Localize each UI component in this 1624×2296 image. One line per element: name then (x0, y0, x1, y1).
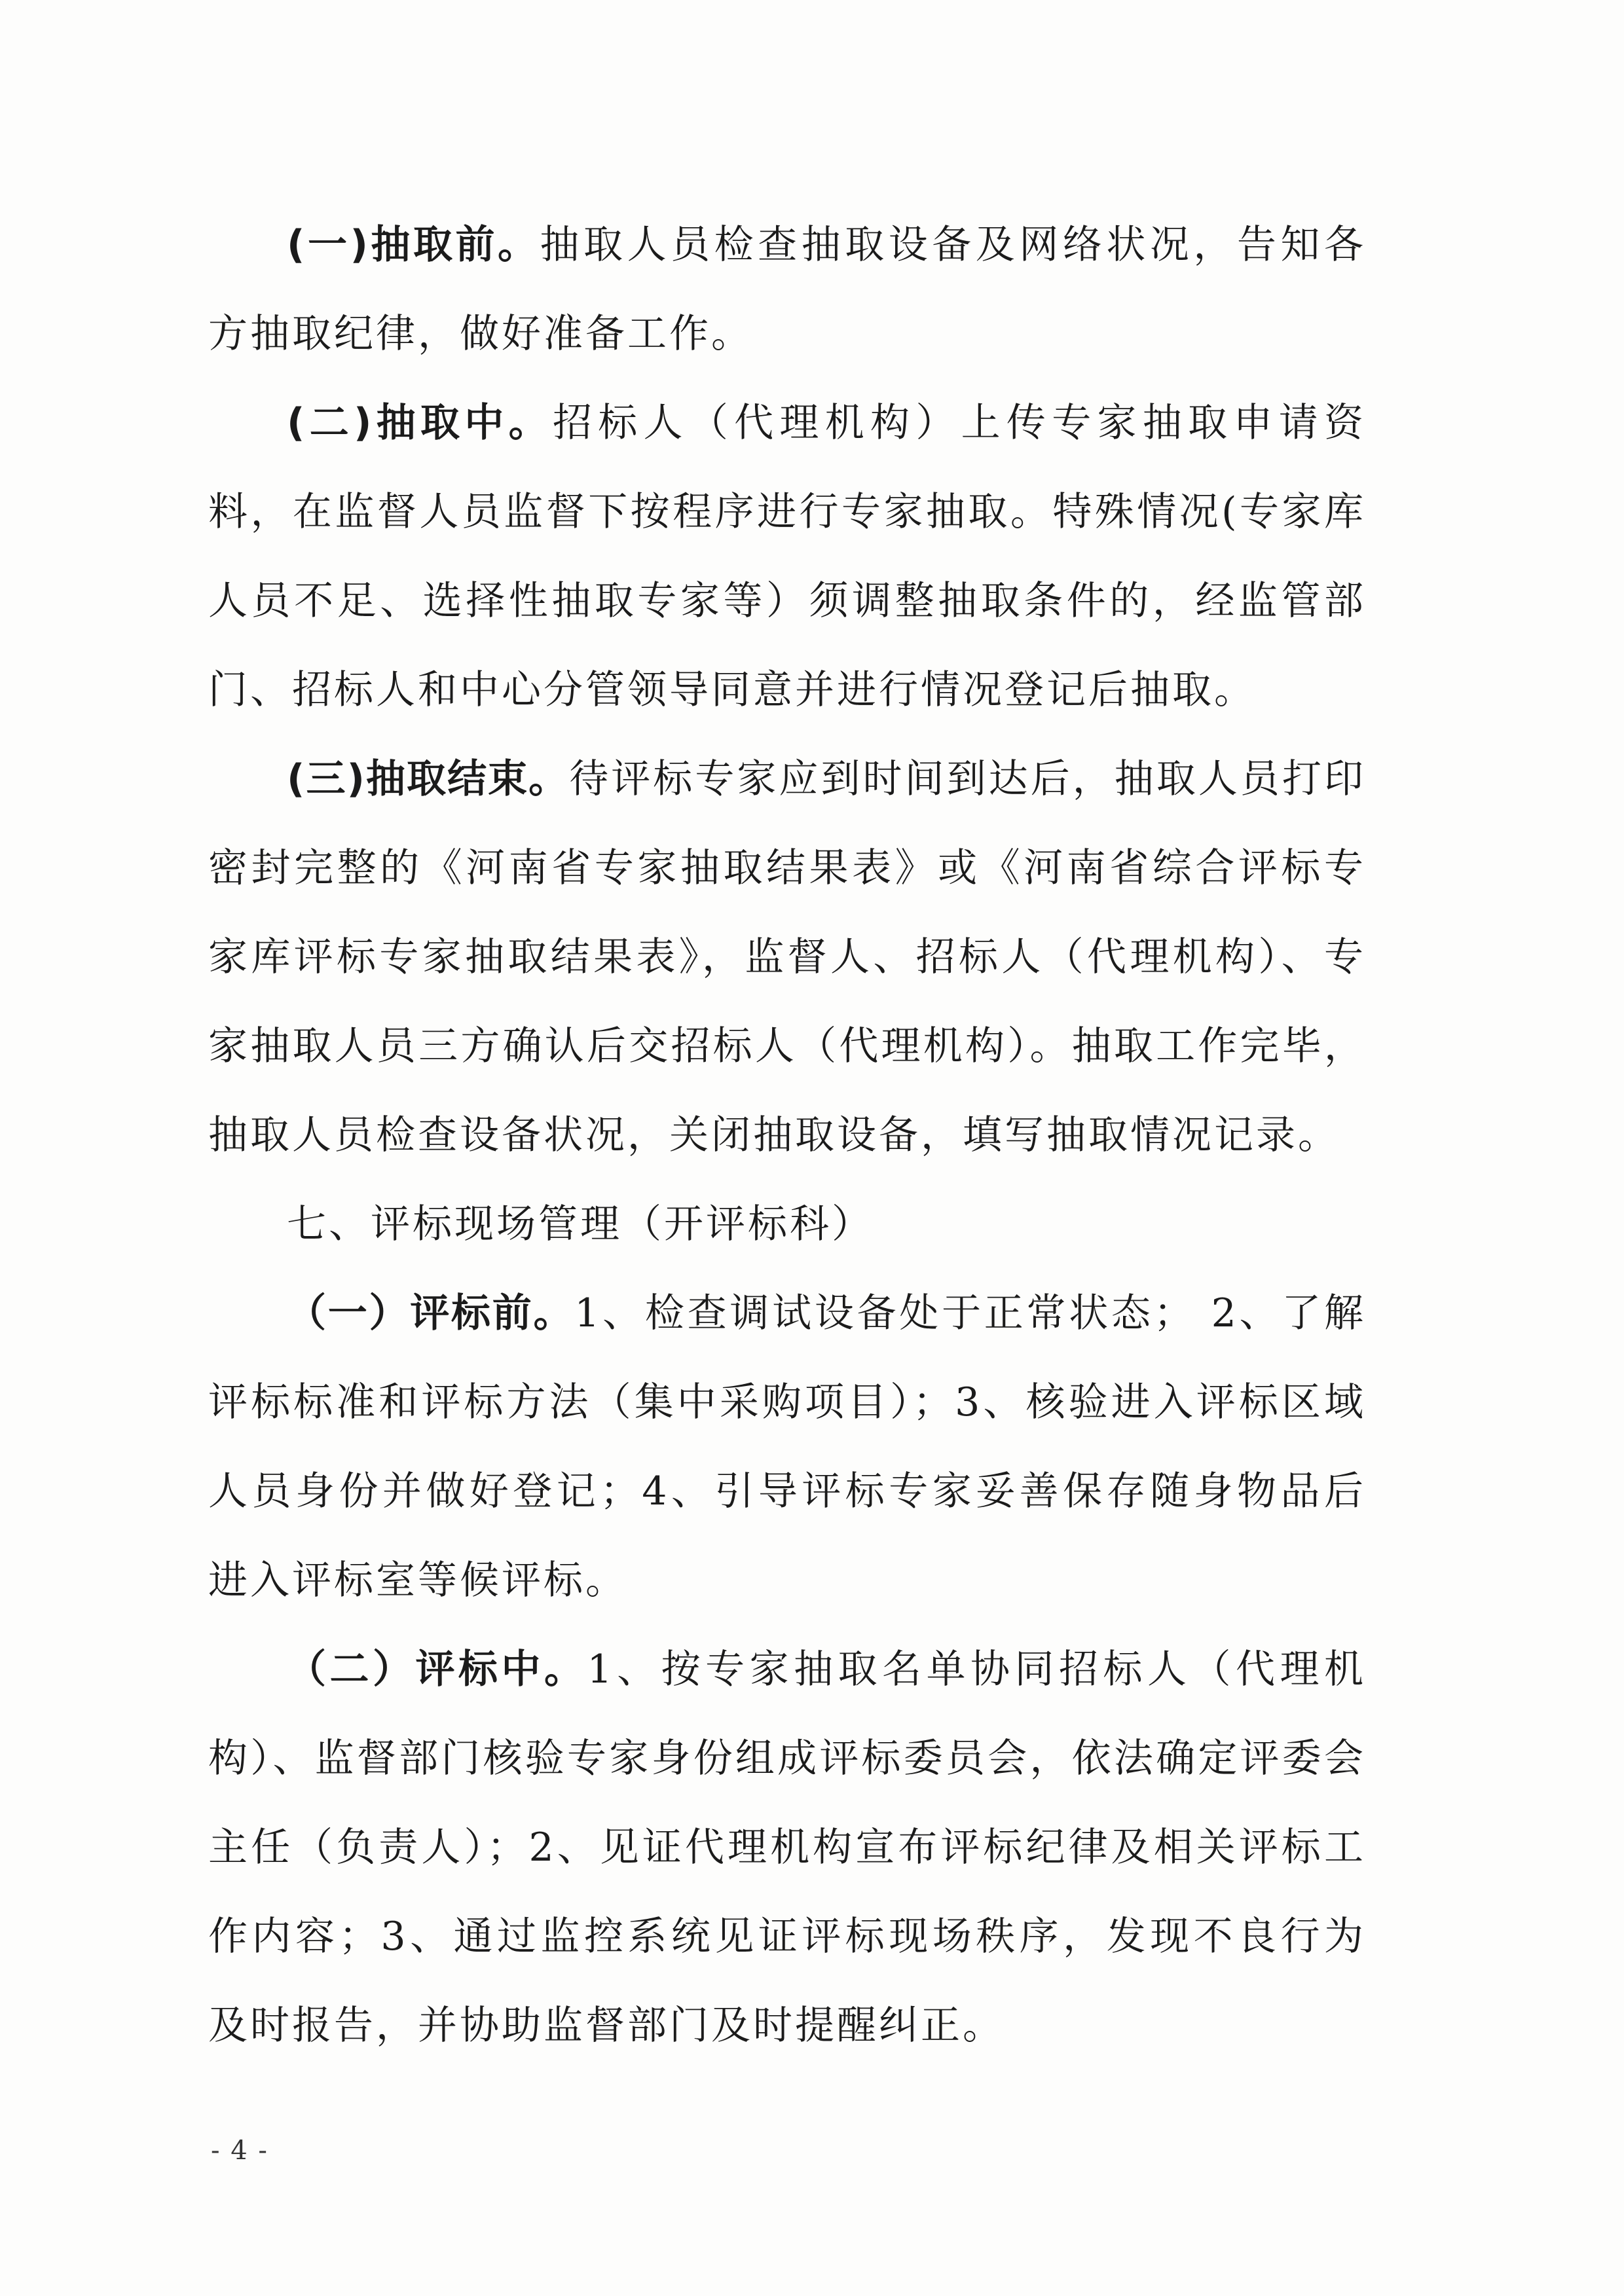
paragraph-lead: (三)抽取结束。 (287, 756, 570, 802)
paragraph-lead: (一)抽取前。 (287, 222, 540, 268)
paragraph-during-evaluation (208, 1625, 1366, 2070)
paragraph-during-extraction (208, 378, 1366, 735)
document-body (208, 200, 1366, 2070)
paragraph-before-extraction (208, 200, 1366, 378)
paragraph-text: 抽取人员检查抽取设备及网络状况，告知各方抽取纪律，做好准备工作。 (208, 222, 1367, 357)
paragraph-extraction-end (208, 735, 1366, 1180)
paragraph-before-evaluation (208, 1269, 1366, 1625)
paragraph-lead: （一）评标前。 (287, 1290, 575, 1336)
paragraph-text: 1、检查调试设备处于正常状态； 2、了解评标标准和评标方法（集中采购项目）；3、核验进入评标区域人员身份并做好登记；4、引导评标专家妥善保存随身物品后进入评标室等候评标。 (208, 1290, 1366, 1603)
paragraph-text: 待评标专家应到时间到达后，抽取人员打印密封完整的《河南省专家抽取结果表》或《河南省综合评标专家库评标专家抽取结果表》，监督人、招标人（代理机构）、专家抽取人员三方确认后交招标人（代理机构）。抽取工作完毕，抽取人员检查设备状况，关闭抽取设备，填写抽取情况记录。 (208, 756, 1367, 1158)
paragraph-text: 1、按专家抽取名单协同招标人（代理机构）、监督部门核验专家身份组成评标委员会，依法确定评委会主任（负责人）；2、见证代理机构宣布评标纪律及相关评标工作内容；3、通过监控系统见证评标现场秩序，发现不良行为及时报告，并协助监督部门及时提醒纠正。 (208, 1647, 1366, 2049)
section-heading: 七、评标现场管理（开评标科） (287, 1201, 874, 1247)
page-number: - 4 - (211, 2136, 268, 2166)
paragraph-text: 招标人（代理机构）上传专家抽取申请资料，在监督人员监督下按程序进行专家抽取。特殊情况(专家库人员不足、选择性抽取专家等）须调整抽取条件的，经监管部门、招标人和中心分管领导同意并进行情况登记后抽取。 (208, 400, 1367, 713)
paragraph-lead: （二）评标中。 (287, 1647, 587, 1692)
paragraph-lead: (二)抽取中。 (287, 400, 553, 446)
